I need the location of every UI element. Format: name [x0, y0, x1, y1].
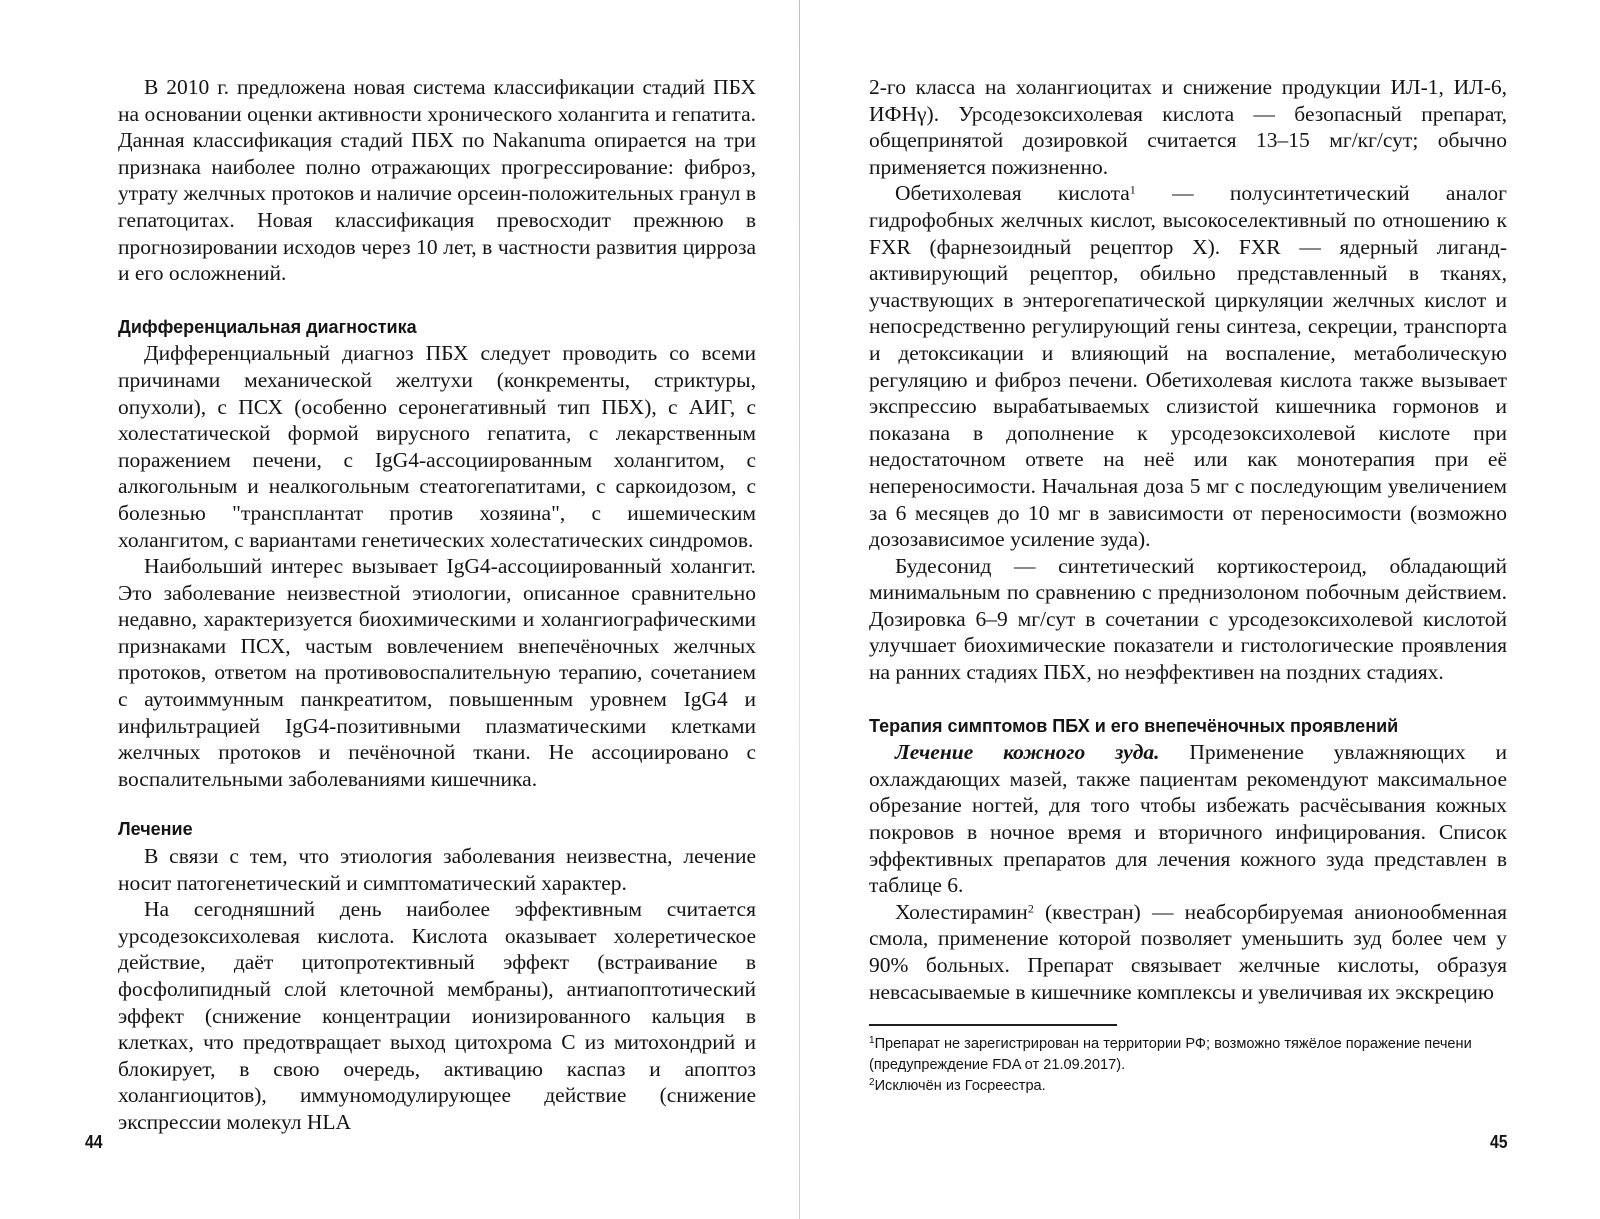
left-page-body	[118, 74, 756, 1136]
section-heading-symptoms: Терапия симптомов ПБХ и его внепечёночных проявлений	[869, 715, 1399, 736]
paragraph-text: Применение увлажняющих и охлаждающих мазей, также пациентам рекомендуют максимальное обрезание ногтей, для того чтобы избежать расчёсывания кожных покровов в ночное время и вторичного инфицирования. Список эффективных препаратов для лечения кожного зуда представлен в таблице 6.	[869, 740, 1507, 898]
footnotes	[869, 1034, 1529, 1097]
footnote-mark: 2	[869, 1077, 875, 1088]
drug-name: Обетихолевая кислота	[895, 181, 1130, 206]
paragraph: Дифференциальный диагноз ПБХ следует проводить со всеми причинами механической желтухи (конкременты, стриктуры, опухоли), с ПСХ (особенно серонегативный тип ПБХ), с АИГ, с холестатической формой вирусного гепатита, с лекарственным поражением печени, с IgG4-ассоциированным холангитом, с алкогольным и неалкогольным стеатогепатитами, с саркоидозом, с болезнью "трансплантат против хозяина", с ишемическим холангитом, с вариантами генетических холестатических синдромов.	[118, 341, 756, 552]
paragraph	[869, 899, 1507, 1005]
footnote-ref: 2	[1027, 901, 1034, 916]
paragraph: На сегодняшний день наиболее эффективным считается урсодезоксихолевая кислота. Кислота оказывает холеретическое действие, даёт цитопротективный эффект (встраивание в фосфолипидный слой клеточной мембраны), антиапоптотический эффект (снижение концентрации ионизированного кальция в клетках, что предотвращает выход цитохрома С из митохондрий и блокирует, в свою очередь, активацию каспаз и апоптоз холангиоцитов), иммуномодулирующее действие (снижение экспрессии молекул HLA	[118, 897, 756, 1134]
paragraph-text: — полусинтетический аналог гидрофобных желчных кислот, высокоселективный по отношению к FXR (фарнезоидный рецептор X). FXR — ядерный лиганд-активирующий рецептор, обильно представленный в тканях, участвующих в энтерогепатической циркуляции желчных кислот и непосредственно регулирующий гены синтеза, секреции, транспорта и детоксикации и влияющий на воспаление, метаболическую регуляцию и фиброз печени. Обетихолевая кислота также вызывает экспрессию вырабатываемых слизистой кишечника гормонов и показана в дополнение к урсодезоксихолевой кислоте при недостаточном ответе на неё или как монотерапия при её непереносимости. Начальная доза 5 мг с последующим увеличением за 6 месяцев до 10 мг в зависимости от переносимости (возможно дозозависимое усиление зуда).	[869, 181, 1507, 552]
paragraph: В связи с тем, что этиология заболевания неизвестна, лечение носит патогенетический и симптоматический характер.	[118, 844, 756, 895]
page-number-right: 45	[1490, 1132, 1508, 1152]
page-number-left: 44	[85, 1132, 103, 1152]
footnote-ref: 1	[1129, 182, 1136, 197]
paragraph: Будесонид — синтетический кортикостероид, обладающий минимальным по сравнению с преднизолоном побочным действием. Дозировка 6–9 мг/сут в сочетании с урсодезоксихолевой кислотой улучшает биохимические показатели и гистологические проявления на ранних стадиях ПБХ, но неэффективен на поздних стадиях.	[869, 553, 1507, 685]
drug-name: Холестирамин	[895, 899, 1028, 924]
section-heading-treatment: Лечение	[118, 819, 193, 840]
paragraph: Наибольший интерес вызывает IgG4-ассоциированный холангит. Это заболевание неизвестной этиологии, описанное сравнительно недавно, характеризуется биохимическими и холангиографическими признаками ПСХ, частым вовлечением внепечёночных желчных протоков, ответом на противовоспалительную терапию, сочетанием с аутоиммунным панкреатитом, повышенным уровнем IgG4 и инфильтрацией IgG4-позитивными плазматическими клетками желчных протоков и печёночной ткани. Не ассоциировано с воспалительными заболеваниями кишечника.	[118, 554, 756, 791]
footnote	[869, 1034, 1529, 1076]
footnote	[869, 1076, 1529, 1097]
page-gutter	[799, 0, 800, 1219]
footnote-rule	[869, 1024, 1117, 1026]
footnote-text: Препарат не зарегистрирован на территории РФ; возможно тяжёлое поражение печени (предупреждение FDA от 21.09.2017).	[869, 1036, 1472, 1073]
section-heading-differential: Дифференциальная диагностика	[118, 316, 417, 337]
paragraph: В 2010 г. предложена новая система классификации стадий ПБХ на основании оценки активности хронического холангита и гепатита. Данная классификация стадий ПБХ по Nakanuma опирается на три признака наиболее полно отражающих прогрессирование: фиброз, утрату желчных протоков и наличие орсеин-положительных гранул в гепатоцитах. Новая классификация превосходит прежнюю в прогнозировании исходов через 10 лет, в частности развития цирроза и его осложнений.	[118, 75, 756, 286]
run-in-heading: Лечение кожного зуда.	[895, 740, 1160, 765]
footnote-mark: 1	[869, 1035, 875, 1046]
paragraph-text: (квестран) — неабсорбируемая анионообменная смола, применение которой позволяет уменьшить зуд более чем у 90% больных. Препарат связывает желчные кислоты, образуя невсасываемые в кишечнике комплексы и увеличивая их экскрецию	[869, 899, 1507, 1004]
paragraph: 2-го класса на холангиоцитах и снижение продукции ИЛ-1, ИЛ-6, ИФНγ). Урсодезоксихолевая кислота — безопасный препарат, общепринятой дозировкой считается 13–15 мг/кг/сут; обычно применяется пожизненно.	[869, 75, 1507, 179]
footnote-text: Исключён из Госреестра.	[874, 1078, 1046, 1094]
right-page-body	[869, 74, 1507, 1005]
paragraph	[869, 739, 1507, 899]
paragraph	[869, 180, 1507, 552]
